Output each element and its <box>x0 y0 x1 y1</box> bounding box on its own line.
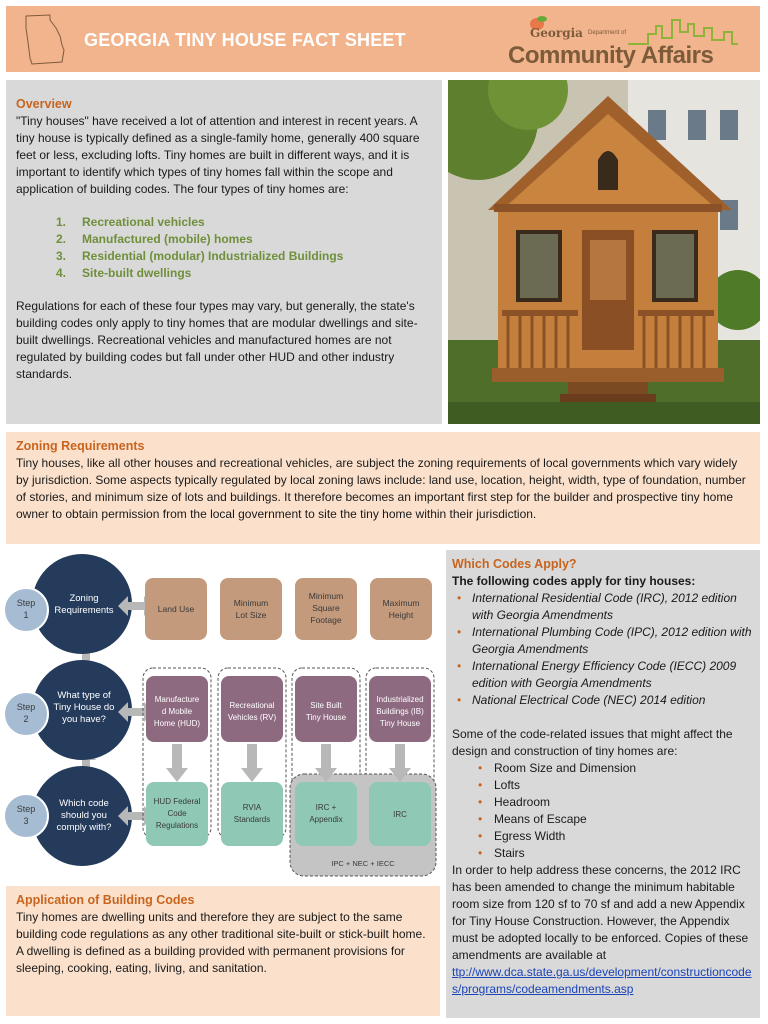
type-box-text: Industrialized <box>376 695 424 704</box>
issues-list <box>478 760 754 862</box>
step-1-label: Step <box>16 598 36 608</box>
overview-closing: Regulations for each of these four types may vary, but generally, the state's building codes only apply to tiny homes that are modular dwellings and site-built dwellings. Recreational vehicles and manufactured homes are not regulated by building codes but fall under other HUD and other industry standards. <box>16 299 418 381</box>
application-title: Application of Building Codes <box>16 893 195 907</box>
step-3-question-2: should you <box>61 810 107 821</box>
application-section <box>6 886 440 1016</box>
zoning-box-max-height <box>370 578 432 640</box>
zoning-box-text: Land Use <box>157 604 195 614</box>
code-box-text: IRC <box>393 810 407 819</box>
zoning-box-text: Minimum <box>233 598 269 608</box>
zoning-box-text: Footage <box>310 615 342 625</box>
arrow-down-rv <box>241 744 263 782</box>
code-box-text: Appendix <box>309 815 343 824</box>
type-box-text: Vehicles (RV) <box>227 713 277 722</box>
tiny-house-photo <box>448 80 760 424</box>
code-box-text: IRC + <box>315 803 337 812</box>
code-box-text: HUD Federal <box>153 797 201 806</box>
dca-logo <box>508 14 738 70</box>
step-2-question-1: What type of <box>57 690 111 701</box>
type-box-text: Home (HUD) <box>153 719 201 728</box>
type-box-text: Tiny House <box>379 719 421 728</box>
list-item: • International Energy Efficiency Code (IECC) 2009 edition with Georgia Amendments <box>452 658 754 692</box>
zoning-title: Zoning Requirements <box>16 439 145 453</box>
step-1-num: 1 <box>23 610 29 620</box>
list-item: 2. Manufactured (mobile) homes <box>56 232 253 246</box>
code-box-text: Regulations <box>155 821 199 830</box>
overview-section <box>6 80 442 424</box>
list-item: • Stairs <box>478 845 754 862</box>
arrow-down-hud <box>166 744 188 782</box>
list-item: • National Electrical Code (NEC) 2014 edition <box>452 692 754 709</box>
zoning-body: Tiny houses, like all other houses and recreational vehicles, are subject the zoning requirements of local governments which vary widely by jurisdiction. Some aspects typically regulated by local zoning laws include: land use, location, height, width, type of foundation, number of stories, and minimum size of lots and buildings. It therefore becomes an important first step for the builder and prospective tiny home owner to obtain permission from the local government to site the tiny home within their jurisdiction. <box>16 456 746 521</box>
list-item: • Headroom <box>478 794 754 811</box>
type-box-text: Tiny House <box>305 713 347 722</box>
tiny-home-types-list <box>56 214 432 282</box>
list-item: • Egress Width <box>478 828 754 845</box>
logo-georgia-text: Georgia <box>530 26 583 40</box>
code-box-text: RVIA <box>242 803 262 812</box>
step-3-label: Step <box>16 804 36 814</box>
type-box-text: Site Built <box>310 701 342 710</box>
codes-intro: The following codes apply for tiny houses: <box>452 574 696 588</box>
step-2-question-3: you have? <box>62 714 106 725</box>
step-2-label: Step <box>16 702 36 712</box>
logo-dept-text: Department of <box>588 30 627 36</box>
zoning-box-text: Lot Size <box>235 610 267 620</box>
type-box-text: Manufacture <box>154 695 200 704</box>
list-item: 1. Recreational vehicles <box>56 215 205 229</box>
logo-name-text: Community Affairs <box>508 42 714 69</box>
type-box-text: Buildings (IB) <box>376 707 424 716</box>
list-item: • Lofts <box>478 777 754 794</box>
list-item: 3. Residential (modular) Industrialized Buildings <box>56 249 344 263</box>
codes-closing: In order to help address these concerns, the 2012 IRC has been amended to change the minimum habitable room size from 120 sf to 70 sf and add a new Appendix for Tiny House Construction. However, the Appendix must be adopted locally to be enforced. Copies of these amendments are available at <box>452 863 749 962</box>
step-3-question-3: comply with? <box>56 822 112 833</box>
zoning-box-text: Maximum <box>382 598 420 608</box>
codes-title: Which Codes Apply? <box>452 557 577 571</box>
type-box-text: d Mobile <box>161 707 193 716</box>
zoning-section <box>6 432 760 544</box>
step-3-question-1: Which code <box>59 798 109 809</box>
step-1-question-1: Zoning <box>69 593 99 604</box>
house-illustration <box>448 80 760 424</box>
step-2-question-2: Tiny House do <box>53 702 115 713</box>
list-item: • Room Size and Dimension <box>478 760 754 777</box>
overview-title: Overview <box>16 97 72 111</box>
which-codes-section <box>446 550 760 1018</box>
amendments-link[interactable]: ttp://www.dca.state.ga.us/development/constructioncodes/programs/codeamendments.asp <box>452 965 752 996</box>
zoning-box-text: Square <box>312 603 340 613</box>
list-item: 4. Site-built dwellings <box>56 266 192 280</box>
header-banner <box>6 6 760 72</box>
list-item: • International Plumbing Code (IPC), 2012 edition with Georgia Amendments <box>452 624 754 658</box>
zoning-box-text: Minimum <box>308 591 344 601</box>
code-list <box>452 590 754 709</box>
overview-intro: "Tiny houses" have received a lot of attention and interest in recent years. A tiny house is typically defined as a single-family home, generally 400 square feet or less, excluding lofts. Tiny homes are built in different ways, and it is important to identify which types of tiny homes fall within the scope and application of building codes. The four types of tiny homes are: <box>16 114 420 196</box>
issues-intro: Some of the code-related issues that might affect the design and construction of tiny homes are: <box>452 727 733 758</box>
code-box-rvia <box>221 782 283 846</box>
application-body: Tiny homes are dwelling units and therefore they are subject to the same building code regulations as any other traditional site-built or stick-built home. A dwelling is defined as a building provided with permanent provisions for sleeping, cooking, eating, living, and sanitation. <box>16 910 426 975</box>
zoning-box-lot-size <box>220 578 282 640</box>
step-2-num: 2 <box>23 714 29 724</box>
step-3-num: 3 <box>23 816 29 826</box>
code-box-irc-appendix <box>295 782 357 846</box>
step-1-question-2: Requirements <box>54 605 114 616</box>
list-item: • International Residential Code (IRC), 2012 edition with Georgia Amendments <box>452 590 754 624</box>
code-flow-diagram <box>0 548 440 884</box>
type-box-text: Recreational <box>229 701 275 710</box>
combined-codes-label: IPC + NEC + IECC <box>331 859 395 868</box>
code-box-text: Code <box>167 809 187 818</box>
georgia-map-icon <box>20 12 68 68</box>
code-box-text: Standards <box>233 815 271 824</box>
page-title: GEORGIA TINY HOUSE FACT SHEET <box>84 30 406 50</box>
zoning-box-text: Height <box>388 610 414 620</box>
list-item: • Means of Escape <box>478 811 754 828</box>
